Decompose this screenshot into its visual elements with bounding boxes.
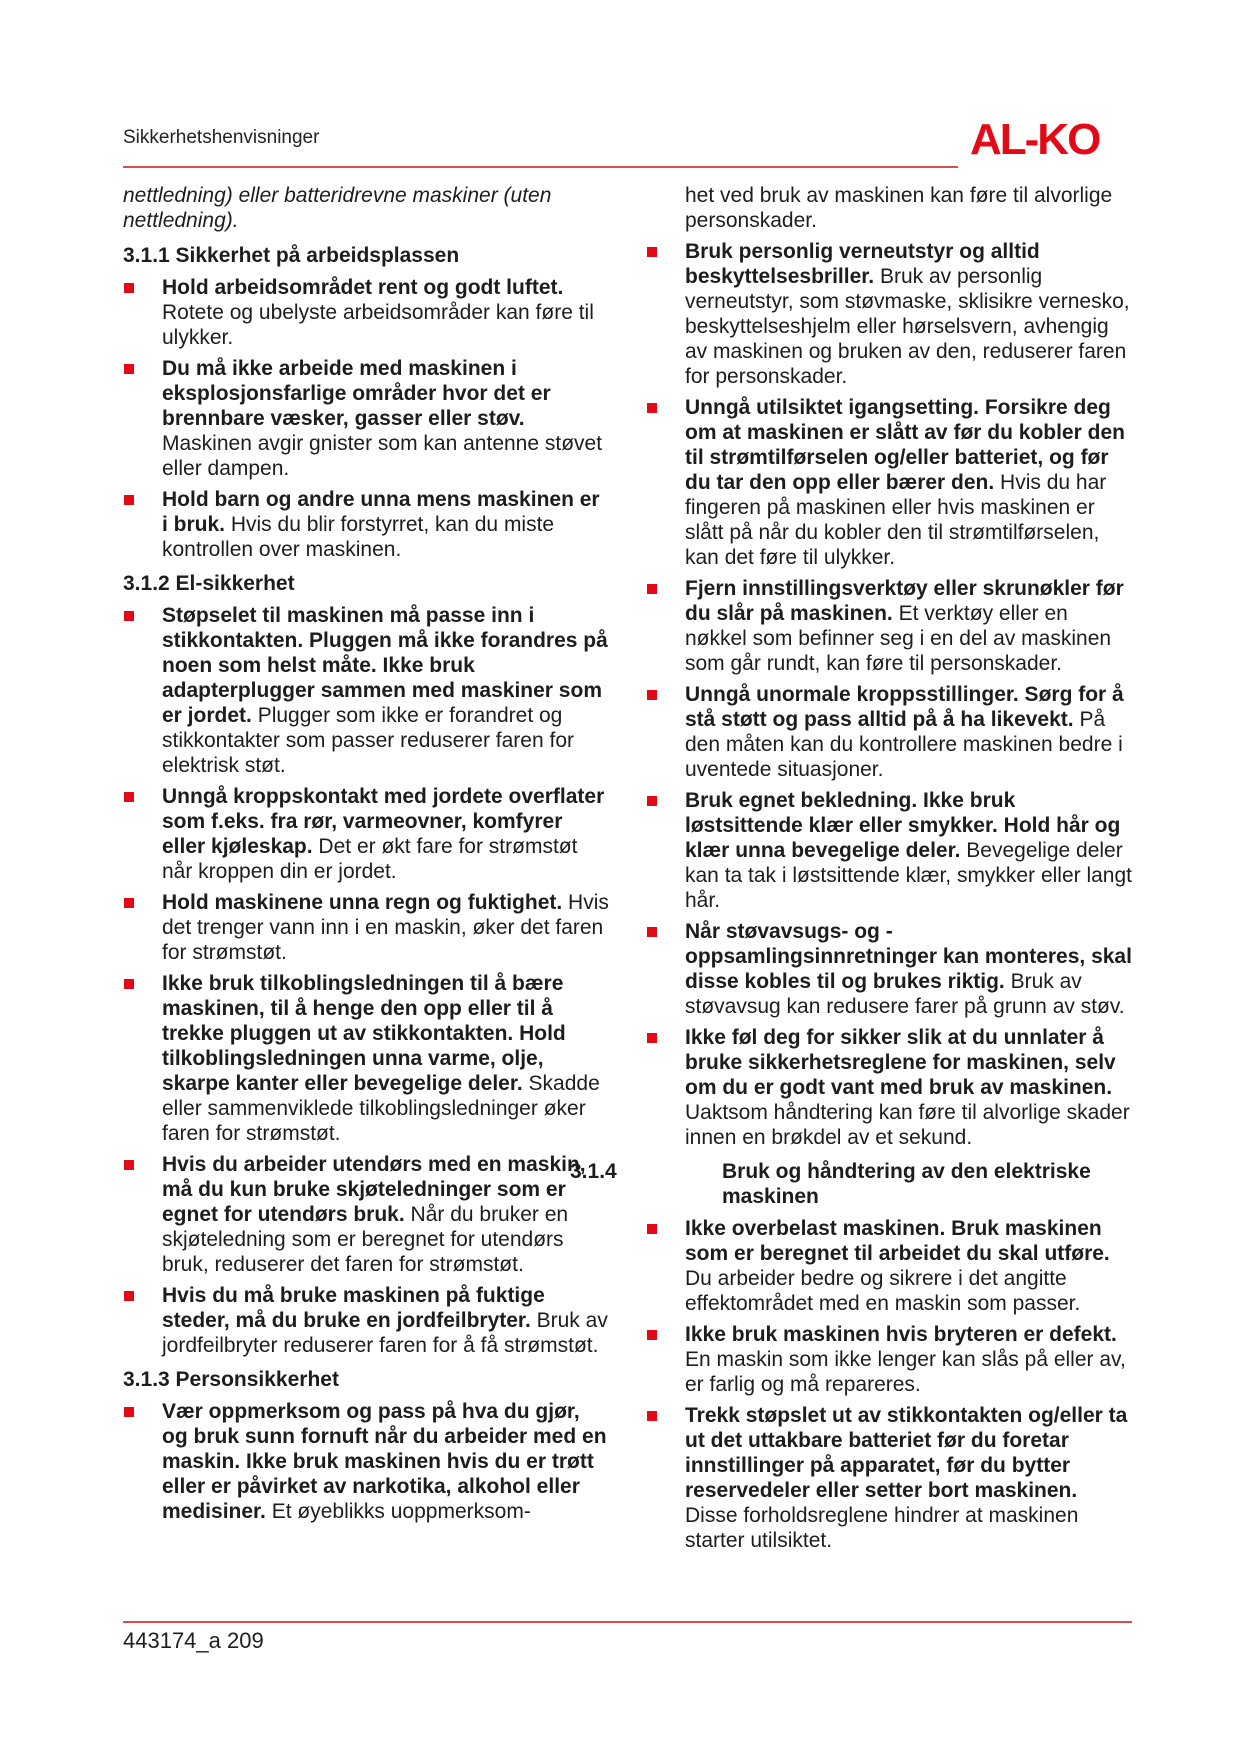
item-bold-text: Hvis du arbeider utendørs med en maskin, må du kun bruke skjøteledninger som er egnet for utendørs bruk. — [162, 1153, 586, 1226]
bullet-square-icon — [647, 1033, 657, 1043]
item-bold-text: Hold arbeidsområdet rent og godt luftet. — [162, 276, 564, 299]
bullet-square-icon — [647, 1224, 657, 1234]
item-bold-text: Bruk egnet bekledning. Ikke bruk løstsittende klær eller smykker. Hold hår og klær unna bevegelige deler. — [685, 789, 1121, 862]
bullet-square-icon — [124, 611, 134, 621]
list-item — [646, 1025, 1133, 1150]
item-text: Når du bruker en skjøteledning som er beregnet for utendørs bruk, reduserer det faren for strømstøt. — [162, 1203, 569, 1276]
item-bold-text: Ikke bruk tilkoblingsledningen til å bære maskinen, til å henge den opp eller til å trekke pluggen ut av stikkontakten. Hold tilkoblingsledningen unna varme, olje, skarpe kanter eller bevegelige deler. — [162, 972, 566, 1095]
item-text: Hvis du har fingeren på maskinen eller hvis maskinen er slått på når du kobler den til strømtilførselen, kan det føre til ulykker. — [685, 471, 1107, 569]
bullet-square-icon — [647, 690, 657, 700]
item-text: Hvis du blir forstyrret, kan du miste kontrollen over maskinen. — [162, 513, 555, 561]
running-header-title: Sikkerhetshenvisninger — [123, 127, 320, 148]
list-item — [123, 890, 610, 965]
footer-rule — [123, 1621, 1132, 1623]
item-bold-text: Du må ikke arbeide med maskinen i eksplosjonsfarlige områder hvor det er brennbare væsker, gasser eller støv. — [162, 357, 551, 430]
item-bold-text: Fjern innstillingsverktøy eller skrunøkler før du slår på maskinen. — [685, 577, 1124, 625]
list-item — [123, 1283, 610, 1358]
bullet-square-icon — [647, 584, 657, 594]
logo-wordmark: AL-KO — [970, 115, 1100, 162]
list-item — [123, 1399, 610, 1524]
item-bold-text: Vær oppmerksom og pass på hva du gjør, og bruk sunn fornuft når du arbeider med en maskin. Ikke bruk maskinen hvis du er trøtt eller er påvirket av narkotika, alkohol eller medisiner. — [162, 1400, 607, 1523]
left-column — [123, 183, 610, 1530]
item-bold-text: Ikke overbelast maskinen. Bruk maskinen som er beregnet til arbeidet du skal utføre. — [685, 1217, 1110, 1265]
bullet-square-icon — [647, 796, 657, 806]
list-item — [646, 1216, 1133, 1316]
bullet-square-icon — [647, 403, 657, 413]
item-text: Bruk av jordfeilbryter reduserer faren for å få strømstøt. — [162, 1309, 608, 1357]
bullet-square-icon — [124, 792, 134, 802]
bullet-square-icon — [124, 979, 134, 989]
right-column — [570, 183, 1133, 1559]
bullet-square-icon — [647, 927, 657, 937]
item-text: På den måten kan du kontrollere maskinen bedre i uventede situasjoner. — [685, 708, 1123, 781]
list-item — [646, 239, 1133, 389]
section-heading-3-1-4 — [570, 1159, 1133, 1209]
item-text: Bruk av personlig verneutstyr, som støvmaske, sklisikre vernesko, beskyttelseshjelm eller hørselsvern, avhengig av maskinen og bruken av den, reduserer faren for personskader. — [685, 265, 1130, 388]
section-heading-3-1-1: 3.1.1 Sikkerhet på arbeidsplassen — [123, 244, 460, 267]
header-rule — [123, 166, 958, 168]
bullet-square-icon — [124, 1160, 134, 1170]
alko-logo — [968, 114, 1128, 162]
intro-paragraph: nettledning) eller batteridrevne maskiner (uten nettledning). — [123, 184, 552, 232]
list-item — [646, 1322, 1133, 1397]
item-bold-text: Hold barn og andre unna mens maskinen er i bruk. — [162, 488, 600, 536]
item-text: Rotete og ubelyste arbeidsområder kan føre til ulykker. — [162, 301, 594, 349]
bullet-square-icon — [124, 1291, 134, 1301]
item-text: Det er økt fare for strømstøt når kroppen din er jordet. — [162, 835, 578, 883]
continuation-text: het ved bruk av maskinen kan føre til alvorlige personskader. — [685, 184, 1113, 232]
section-title: Bruk og håndtering av den elektriske maskinen — [722, 1160, 1091, 1208]
item-bold-text: Støpselet til maskinen må passe inn i stikkontakten. Pluggen må ikke forandres på noen som helst måte. Ikke bruk adapterplugger sammen med maskiner som er jordet. — [162, 604, 608, 727]
item-bold-text: Bruk personlig verneutstyr og alltid beskyttelsesbriller. — [685, 240, 1040, 288]
item-text: Uaktsom håndtering kan føre til alvorlige skader innen en brøkdel av et sekund. — [685, 1101, 1130, 1149]
list-item — [646, 395, 1133, 570]
list-item — [123, 1152, 610, 1277]
item-bold-text: Trekk støpslet ut av stikkontakten og/eller ta ut det uttakbare batteriet før du foretar innstillinger på apparatet, før du bytter reservedeler eller setter bort maskinen. — [685, 1404, 1128, 1502]
list-item — [646, 682, 1133, 782]
section-heading-3-1-3: 3.1.3 Personsikkerhet — [123, 1368, 339, 1391]
list-item — [646, 919, 1133, 1019]
section-number: 3.1.4 — [570, 1160, 617, 1183]
list-item — [123, 275, 610, 350]
item-text: Maskinen avgir gnister som kan antenne støvet eller dampen. — [162, 432, 603, 480]
bullet-square-icon — [647, 247, 657, 257]
list-item — [123, 487, 610, 562]
item-bold-text: Ikke føl deg for sikker slik at du unnlater å bruke sikkerhetsreglene for maskinen, selv om du er godt vant med bruk av maskinen. — [685, 1026, 1116, 1099]
item-text: Du arbeider bedre og sikrere i det angitte effektområdet med en maskin som passer. — [685, 1267, 1081, 1315]
item-text: Et øyeblikks uoppmerksom- — [265, 1500, 531, 1523]
section-heading-3-1-2: 3.1.2 El-sikkerhet — [123, 572, 295, 595]
list-item — [646, 1403, 1133, 1553]
item-text: Bruk av støvavsug kan redusere farer på grunn av støv. — [685, 970, 1125, 1018]
item-bold-text: Unngå kroppskontakt med jordete overflater som f.eks. fra rør, varmeovner, komfyrer eller kjøleskap. — [162, 785, 605, 858]
item-text: Disse forholdsreglene hindrer at maskinen starter utilsiktet. — [685, 1504, 1079, 1552]
list-item — [646, 788, 1133, 913]
bullet-square-icon — [124, 898, 134, 908]
item-text: En maskin som ikke lenger kan slås på eller av, er farlig og må repareres. — [685, 1348, 1126, 1396]
page-number: 443174_a 209 — [123, 1628, 264, 1653]
item-bold-text: Hvis du må bruke maskinen på fuktige steder, må du bruke en jordfeilbryter. — [162, 1284, 545, 1332]
item-bold-text: Unngå unormale kroppsstillinger. Sørg for å stå støtt og pass alltid på å ha likevekt. — [685, 683, 1124, 731]
item-bold-text: Unngå utilsiktet igangsetting. Forsikre deg om at maskinen er slått av før du kobler den til strømtilførselen og/eller batteriet, og før du tar den opp eller bærer den. — [685, 396, 1125, 494]
list-item — [123, 603, 610, 778]
alko-logo-icon — [968, 114, 1128, 162]
item-text: Skadde eller sammenviklede tilkoblingsledninger øker faren for strømstøt. — [162, 1072, 600, 1145]
bullet-square-icon — [124, 495, 134, 505]
list-item — [123, 971, 610, 1146]
item-text: Hvis det trenger vann inn i en maskin, øker det faren for strømstøt. — [162, 891, 609, 964]
list-item — [123, 356, 610, 481]
item-bold-text: Når støvavsugs- og -oppsamlingsinnretninger kan monteres, skal disse kobles til og brukes riktig. — [685, 920, 1132, 993]
list-item — [646, 576, 1133, 676]
bullet-square-icon — [647, 1330, 657, 1340]
bullet-square-icon — [647, 1411, 657, 1421]
bullet-square-icon — [124, 364, 134, 374]
bullet-square-icon — [124, 283, 134, 293]
item-bold-text: Ikke bruk maskinen hvis bryteren er defekt. — [685, 1323, 1117, 1346]
bullet-square-icon — [124, 1407, 134, 1417]
item-text: Et verktøy eller en nøkkel som befinner seg i en del av maskinen som går rundt, kan føre til personskader. — [685, 602, 1112, 675]
item-text: Bevegelige deler kan ta tak i løstsittende klær, smykker eller langt hår. — [685, 839, 1132, 912]
item-text: Plugger som ikke er forandret og stikkontakter som passer reduserer faren for elektrisk støt. — [162, 704, 575, 777]
item-bold-text: Hold maskinene unna regn og fuktighet. — [162, 891, 563, 914]
list-item — [123, 784, 610, 884]
